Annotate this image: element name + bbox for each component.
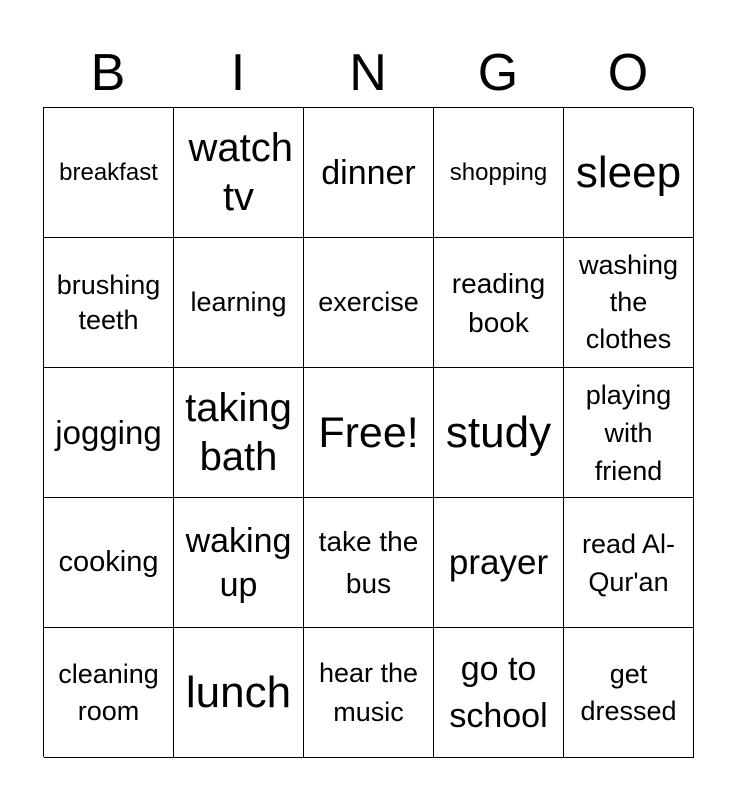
- bingo-cell[interactable]: [434, 498, 564, 628]
- bingo-cell[interactable]: [564, 238, 694, 368]
- bingo-cell[interactable]: [174, 628, 304, 758]
- cell-text: breakfast: [59, 159, 158, 186]
- bingo-cell[interactable]: [434, 238, 564, 368]
- cell-text: sleep: [575, 147, 682, 197]
- bingo-header: [43, 40, 693, 106]
- cell-text: dinner: [321, 153, 416, 192]
- bingo-cell[interactable]: [304, 628, 434, 758]
- cell-text: prayer: [448, 542, 549, 582]
- bingo-cell[interactable]: [174, 368, 304, 498]
- bingo-cell[interactable]: [434, 108, 564, 238]
- cell-text: Free!: [318, 408, 419, 457]
- cell-text: get dressed: [580, 658, 677, 726]
- bingo-cell[interactable]: [44, 368, 174, 498]
- header-letter-o: O: [607, 44, 649, 102]
- cell-text: read Al-Qur'an: [581, 528, 676, 597]
- bingo-cell[interactable]: [564, 368, 694, 498]
- cell-text: reading book: [451, 267, 546, 338]
- bingo-cell[interactable]: [44, 108, 174, 238]
- cell-text: washing the clothes: [578, 250, 679, 354]
- bingo-cell[interactable]: [174, 108, 304, 238]
- cell-text: shopping: [449, 159, 548, 186]
- bingo-cell[interactable]: [564, 498, 694, 628]
- bingo-cell[interactable]: [304, 498, 434, 628]
- cell-text: lunch: [185, 667, 292, 717]
- bingo-board: [43, 107, 693, 757]
- bingo-cell[interactable]: [564, 628, 694, 758]
- cell-text: waking up: [185, 521, 292, 604]
- cell-text: go to school: [449, 649, 548, 735]
- cell-text: learning: [190, 287, 287, 317]
- header-letter-n: N: [349, 44, 387, 102]
- bingo-cell[interactable]: [304, 108, 434, 238]
- bingo-cell[interactable]: [434, 368, 564, 498]
- bingo-cell[interactable]: [44, 628, 174, 758]
- cell-text: study: [445, 407, 552, 457]
- cell-text: take the bus: [318, 525, 419, 599]
- bingo-cell[interactable]: [304, 368, 434, 498]
- header-letter-i: I: [230, 44, 246, 102]
- cell-text: hear the music: [318, 657, 419, 727]
- bingo-cell[interactable]: [44, 498, 174, 628]
- bingo-cell[interactable]: [174, 238, 304, 368]
- cell-text: taking bath: [185, 385, 292, 479]
- cell-text: watch tv: [188, 125, 293, 219]
- cell-text: brushing teeth: [56, 269, 161, 335]
- bingo-cell[interactable]: [174, 498, 304, 628]
- bingo-cell[interactable]: [434, 628, 564, 758]
- bingo-cell[interactable]: [564, 108, 694, 238]
- header-letter-g: G: [477, 44, 519, 102]
- cell-text: playing with friend: [585, 379, 672, 486]
- bingo-cell[interactable]: [304, 238, 434, 368]
- header-letter-b: B: [90, 44, 126, 102]
- cell-text: jogging: [55, 413, 162, 451]
- cell-text: exercise: [318, 287, 419, 317]
- bingo-cell[interactable]: [44, 238, 174, 368]
- cell-text: cooking: [58, 546, 159, 578]
- cell-text: cleaning room: [58, 658, 159, 726]
